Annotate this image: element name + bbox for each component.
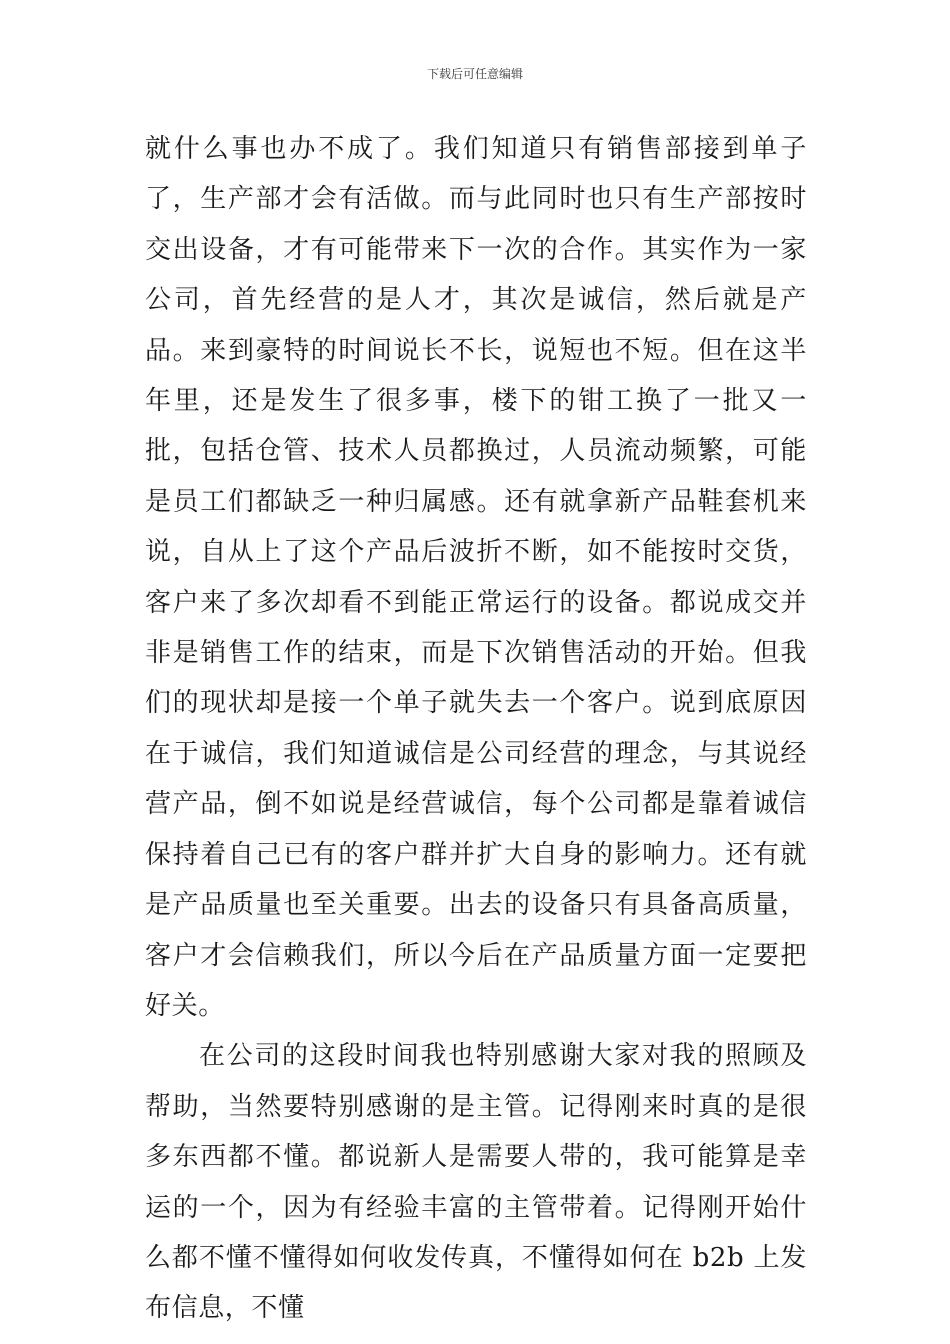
document-body: [145, 124, 807, 1334]
paragraph-2: 在公司的这段时间我也特别感谢大家对我的照顾及帮助，当然要特别感谢的是主管。记得刚来时真的是很多东西都不懂。都说新人是需要人带的，我可能算是幸运的一个，因为有经验丰富的主管带着。记得刚开始什么都不懂不懂得如何收发传真，不懂得如何在 b2b 上发布信息，不懂: [145, 1041, 807, 1324]
page-header: 下载后可任意编辑: [426, 67, 523, 81]
paragraph-1: 就什么事也办不成了。我们知道只有销售部接到单子了，生产部才会有活做。而与此同时也只有生产部按时交出设备，才有可能带来下一次的合作。其实作为一家公司，首先经营的是人才，其次是诚信，然后就是产品。来到豪特的时间说长不长，说短也不短。但在这半年里，还是发生了很多事，楼下的钳工换了一批又一批，包括仓管、技术人员都换过，人员流动频繁，可能是员工们都缺乏一种归属感。还有就拿新产品鞋套机来说，自从上了这个产品后波折不断，如不能按时交货，客户来了多次却看不到能正常运行的设备。都说成交并非是销售工作的结束，而是下次销售活动的开始。但我们的现状却是接一个单子就失去一个客户。说到底原因在于诚信，我们知道诚信是公司经营的理念，与其说经营产品，倒不如说是经营诚信，每个公司都是靠着诚信保持着自己已有的客户群并扩大自身的影响力。还有就是产品质量也至关重要。出去的设备只有具备高质量，客户才会信赖我们，所以今后在产品质量方面一定要把好关。: [145, 134, 807, 1021]
